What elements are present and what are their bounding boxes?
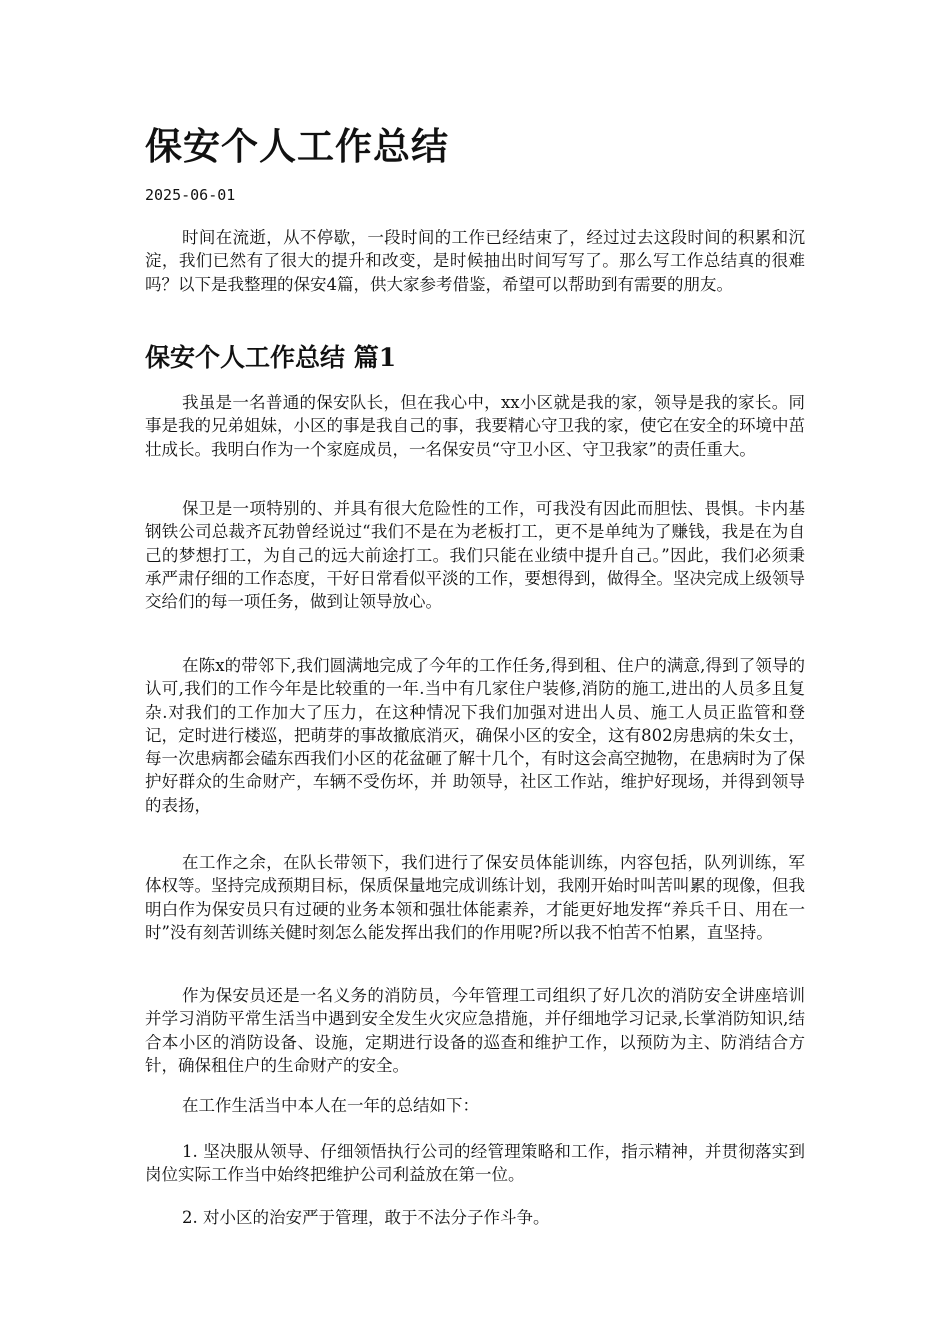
- body-paragraph-3: 在陈x的带邻下,我们圆满地完成了今年的工作任务,得到租、住户的满意,得到了领导的认可,我们的工作今年是比较重的一年.当中有几家住户装修,消防的施工,进出的人员多且复杂.对我们的工作加大了压力，在这种情况下我们加强对进出人员、施工人员正监管和登记，定时进行楼巡，把萌芽的事故撤底消灭，确保小区的安全，这有802房患病的朱女士，每一次患病都会磕东西我们小区的花盆砸了解十几个，有时这会高空抛物，在患病时为了保护好群众的生命财产，车辆不受伤坏，并 助领导，社区工作站，维护好现场，并得到领导的表扬，: [145, 656, 805, 815]
- summary-item-1: 1. 坚决服从领导、仔细领悟执行公司的经管理策略和工作，指示精神，并贯彻落实到岗位实际工作当中始终把维护公司利益放在第一位。: [145, 1142, 805, 1185]
- document-title: 保安个人工作总结: [145, 124, 449, 168]
- summary-item-2: 2. 对小区的治安严于管理，敢于不法分子作斗争。: [182, 1208, 550, 1227]
- body-paragraph-1: 我虽是一名普通的保安队长，但在我心中，xx小区就是我的家，领导是我的家长。同事是我的兄弟姐妹，小区的事是我自己的事，我要精心守卫我的家，使它在安全的环境中茁壮成长。我明白作为一个家庭成员，一名保安员“守卫小区、守卫我家”的责任重大。: [145, 393, 805, 459]
- body-paragraph-4: 在工作之余，在队长带领下，我们进行了保安员体能训练，内容包括，队列训练，军体权等。坚持完成预期目标，保质保量地完成训练计划，我刚开始时叫苦叫累的现像，但我明白作为保安员只有过硬的业务本领和强壮体能素养，才能更好地发挥“养兵千日、用在一时”没有刻苦训练关健时刻怎么能发挥出我们的作用呢?所以我不怕苦不怕累，直坚持。: [145, 853, 805, 942]
- body-paragraph-5: 作为保安员还是一名义务的消防员，今年管理工司组织了好几次的消防安全讲座培训并学习消防平常生活当中遇到安全发生火灾应急措施，并仔细地学习记录,长掌消防知识,结合本小区的消防设备、设施，定期进行设备的巡查和维护工作，以预防为主、防消结合方针，确保租住户的生命财产的安全。: [145, 986, 805, 1075]
- intro-paragraph: 时间在流逝，从不停歇，一段时间的工作已经结束了，经过过去这段时间的积累和沉淀，我们已然有了很大的提升和改变，是时候抽出时间写写了。那么写工作总结真的很难吗？以下是我整理的保安4篇，供大家参考借鉴，希望可以帮助到有需要的朋友。: [145, 228, 805, 294]
- summary-intro-line: 在工作生活当中本人在一年的总结如下：: [182, 1096, 479, 1115]
- document-date: 2025-06-01: [145, 186, 236, 204]
- section-heading: 保安个人工作总结 篇1: [145, 343, 397, 372]
- body-paragraph-2: 保卫是一项特别的、并具有很大危险性的工作，可我没有因此而胆怯、畏惧。卡内基钢铁公司总裁齐瓦勃曾经说过“我们不是在为老板打工，更不是单纯为了赚钱，我是在为自己的梦想打工，为自己的远大前途打工。我们只能在业绩中提升自己。”因此，我们必须秉承严肃仔细的工作态度，干好日常看似平淡的工作，要想得到，做得全。坚决完成上级领导交给们的每一项任务，做到让领导放心。: [145, 499, 805, 612]
